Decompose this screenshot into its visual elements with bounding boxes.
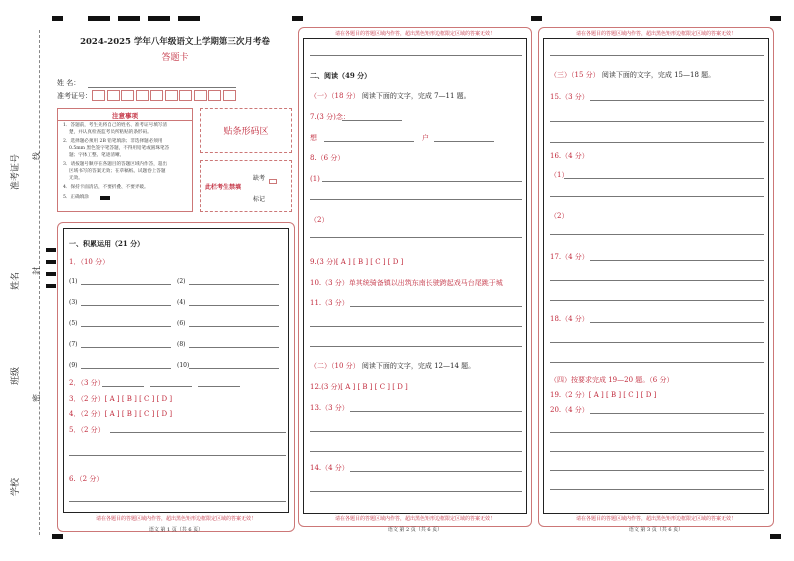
question-5: 5．（2 分） [69, 426, 105, 434]
section-1-box [63, 228, 289, 513]
side-label-mi: 密 [32, 394, 41, 402]
answer-line[interactable] [324, 141, 414, 142]
question-16: 16.（4 分） [550, 152, 589, 160]
question-7-b: 想 [310, 134, 317, 142]
side-label-xian: 线 [32, 152, 41, 160]
answer-line[interactable] [550, 489, 764, 490]
side-label-banji: 班级 [11, 366, 21, 385]
notice-line: 1．答题前，考生先将自己的姓名、准考证号填写清 [63, 123, 167, 128]
alignment-mark [46, 260, 56, 264]
answer-line[interactable] [350, 471, 522, 472]
answer-line[interactable] [102, 386, 144, 387]
part-3-title: （三）（15 分） [550, 71, 600, 79]
barcode-area [200, 108, 292, 153]
answer-line[interactable] [550, 451, 764, 452]
answer-line[interactable] [189, 305, 279, 306]
answer-line[interactable] [590, 322, 764, 323]
answer-line[interactable] [590, 100, 764, 101]
question-17: 17.（4 分） [550, 253, 589, 261]
answer-line[interactable] [550, 362, 764, 363]
answer-line[interactable] [310, 237, 522, 238]
answer-line[interactable] [81, 326, 171, 327]
alignment-mark [88, 16, 110, 21]
answer-line[interactable] [189, 284, 279, 285]
notice-title: 注意事项 [112, 112, 138, 120]
side-label-feng: 封 [32, 267, 41, 275]
page-title: 2024-2025 学年八年级语文上学期第三次月考卷 [80, 37, 270, 47]
answer-line[interactable] [550, 432, 764, 433]
id-label: 准考证号： [57, 92, 92, 100]
barcode-label: 贴条形码区 [223, 127, 269, 137]
question-20: 20.（4 分） [550, 406, 589, 414]
question-8-1: (1) [310, 175, 320, 183]
alignment-mark [118, 16, 140, 21]
question-12[interactable]: 12.(3 分)[ A ] [ B ] [ C ] [ D ] [310, 383, 408, 391]
answer-line[interactable] [150, 386, 192, 387]
question-19[interactable]: 19.（2 分）[ A ] [ B ] [ C ] [ D ] [550, 391, 657, 399]
notice-line: 楚，并认真检查监考员所粘贴的条形码。 [69, 130, 152, 135]
blank-label: (6) [177, 320, 186, 327]
answer-line[interactable] [322, 181, 522, 182]
answer-line[interactable] [310, 55, 522, 56]
page-2-number: 语文 第 2 页（共 6 页） [387, 527, 443, 533]
answer-line[interactable] [310, 199, 522, 200]
id-digit-box[interactable] [223, 90, 236, 101]
binding-dashed-line [39, 30, 40, 535]
answer-line[interactable] [590, 413, 764, 414]
question-9[interactable]: 9.(3 分)[ A ] [ B ] [ C ] [ D ] [310, 258, 404, 266]
answer-line[interactable] [550, 342, 764, 343]
page-3-number: 语文 第 3 页（共 6 页） [628, 527, 684, 533]
question-8: 8.（6 分） [310, 154, 345, 162]
blank-label: (2) [177, 278, 186, 285]
question-10[interactable]: 10.（3 分）单其统骑备镇以出筑东南长驶跨起戏马台尾跳于城 [310, 279, 503, 287]
answer-line[interactable] [550, 280, 764, 281]
part-1-desc: 阅读下面的文字，完成 7—11 题。 [361, 92, 471, 100]
id-digit-box[interactable] [165, 90, 178, 101]
answer-line[interactable] [310, 346, 522, 347]
id-digit-box[interactable] [194, 90, 207, 101]
question-4[interactable]: 4．（2 分）[ A ] [ B ] [ C ] [ D ] [69, 410, 173, 418]
question-2: 2．（3 分） [69, 379, 105, 387]
absent-option: 缺考 [253, 175, 266, 182]
alignment-mark [292, 16, 303, 21]
page-3-top-notice: 请在各题目的答题区域内作答，超出黑色矩形边框限定区域的答案无效！ [575, 31, 736, 37]
page-2-top-notice: 请在各题目的答题区域内作答，超出黑色矩形边框限定区域的答案无效！ [334, 31, 495, 37]
answer-line[interactable] [550, 470, 764, 471]
id-digit-box[interactable] [208, 90, 221, 101]
blank-label: (5) [69, 320, 78, 327]
answer-line[interactable] [198, 386, 240, 387]
answer-line[interactable] [550, 55, 764, 56]
answer-line[interactable] [189, 326, 279, 327]
answer-line[interactable] [550, 196, 764, 197]
question-11: 11.（3 分） [310, 299, 349, 307]
question-16-2: （2） [550, 212, 569, 220]
name-field[interactable] [88, 87, 236, 88]
page-2-footer: 请在各题目的答题区域内作答，超出黑色矩形边框限定区域的答案无效！ [334, 516, 495, 522]
question-16-1: （1） [550, 171, 569, 179]
answer-line[interactable] [350, 411, 522, 412]
answer-line[interactable] [110, 432, 286, 433]
part-4-title: （四）按要求完成 19—20 题。（6 分） [550, 376, 674, 384]
answer-line[interactable] [434, 141, 494, 142]
blank-label: (3) [69, 299, 78, 306]
section-2-title: 二、阅读（49 分） [310, 71, 372, 80]
page-2-box [303, 38, 527, 514]
answer-line[interactable] [310, 431, 522, 432]
question-3[interactable]: 3．（2 分）[ A ] [ B ] [ C ] [ D ] [69, 395, 173, 403]
answer-line[interactable] [81, 284, 171, 285]
question-13: 13.（3 分） [310, 404, 349, 412]
answer-line[interactable] [550, 234, 764, 235]
blank-label: (7) [69, 341, 78, 348]
answer-line[interactable] [69, 501, 286, 502]
part-2-title: （二）（10 分） [310, 362, 360, 370]
id-digit-box[interactable] [107, 90, 120, 101]
part-2-desc: 阅读下面的文字，完成 12—14 题。 [361, 362, 476, 370]
alignment-mark [52, 534, 63, 539]
question-7: 7.(3 分)念： [310, 113, 350, 121]
question-15: 15.（3 分） [550, 93, 589, 101]
id-digit-box[interactable] [92, 90, 105, 101]
alignment-mark [531, 16, 542, 21]
side-label-xuexiao: 学校 [11, 477, 21, 496]
page-1-number: 语文 第 1 页（共 6 页） [148, 527, 204, 533]
notice-box [57, 108, 193, 212]
answer-line[interactable] [342, 120, 402, 121]
blank-label: (10) [177, 362, 190, 369]
side-label-xingming: 姓名 [11, 271, 21, 290]
question-1: 1．（10 分） [69, 258, 110, 266]
blank-label: (1) [69, 278, 78, 285]
absent-label: 此栏考生禁填 [205, 184, 242, 191]
page-1-footer: 请在各题目的答题区域内作答，超出黑色矩形边框限定区域的答案无效！ [95, 516, 256, 522]
answer-line[interactable] [69, 455, 286, 456]
part-3-desc: 阅读下面的文字，完成 15—18 题。 [601, 71, 716, 79]
alignment-mark [52, 16, 63, 21]
alignment-mark [46, 248, 56, 252]
blank-label: (9) [69, 362, 78, 369]
absent-box [200, 160, 292, 212]
answer-line[interactable] [310, 326, 522, 327]
part-1-title: （一）（18 分） [310, 92, 360, 100]
notice-line: 4．保持卡面清洁，不要折叠、不要弄破。 [63, 185, 149, 190]
notice-line: 2．选择题必须用 2B 铅笔填涂；非选择题必须用 [63, 139, 163, 144]
name-label: 姓 名： [57, 79, 81, 87]
absent-option: 标记 [253, 196, 266, 203]
blank-label: (4) [177, 299, 186, 306]
id-digit-box[interactable] [150, 90, 163, 101]
answer-line[interactable] [81, 368, 171, 369]
alignment-mark [770, 16, 781, 21]
question-7-c: 户 [422, 134, 429, 142]
answer-line[interactable] [310, 491, 522, 492]
question-8-2: （2） [310, 216, 329, 224]
answer-line[interactable] [550, 142, 764, 143]
notice-line: 无效。 [69, 176, 83, 181]
alignment-mark [46, 272, 56, 276]
alignment-mark [770, 534, 781, 539]
answer-line[interactable] [189, 368, 279, 369]
notice-line: 3．请按题号顺序在各题目的答题区域内作答，超出 [63, 162, 167, 167]
notice-line: 区域书写的答案无效；在草稿纸、试题卷上答题 [69, 169, 166, 174]
alignment-mark [178, 16, 200, 21]
answer-line[interactable] [350, 306, 522, 307]
id-digit-box[interactable] [136, 90, 149, 101]
notice-line: 0.5mm 黑色签字笔答题，不得用铅笔或圆珠笔答 [69, 146, 170, 151]
question-6: 6.（2 分） [69, 475, 104, 483]
notice-line: 题；字体工整、笔迹清晰。 [69, 153, 125, 158]
answer-line[interactable] [81, 347, 171, 348]
filled-bubble-sample [100, 196, 110, 200]
absent-checkbox[interactable] [269, 179, 277, 184]
answer-line[interactable] [564, 178, 764, 179]
answer-line[interactable] [310, 451, 522, 452]
page-3-box [543, 38, 769, 514]
notice-line: 5．正确填涂 [63, 195, 89, 200]
page-subtitle: 答题卡 [161, 53, 189, 63]
page-3-footer: 请在各题目的答题区域内作答，超出黑色矩形边框限定区域的答案无效！ [575, 516, 736, 522]
id-digit-box[interactable] [121, 90, 134, 101]
question-14: 14.（4 分） [310, 464, 349, 472]
alignment-mark [148, 16, 170, 21]
id-digit-box[interactable] [179, 90, 192, 101]
answer-line[interactable] [189, 347, 279, 348]
answer-line[interactable] [550, 121, 764, 122]
question-18: 18.（4 分） [550, 315, 589, 323]
answer-line[interactable] [590, 260, 764, 261]
side-label-kaohao: 准考证号 [11, 153, 21, 190]
blank-label: (8) [177, 341, 186, 348]
section-1-title: 一、积累运用（21 分） [69, 239, 145, 248]
answer-line[interactable] [550, 300, 764, 301]
alignment-mark [46, 284, 56, 288]
answer-line[interactable] [81, 305, 171, 306]
